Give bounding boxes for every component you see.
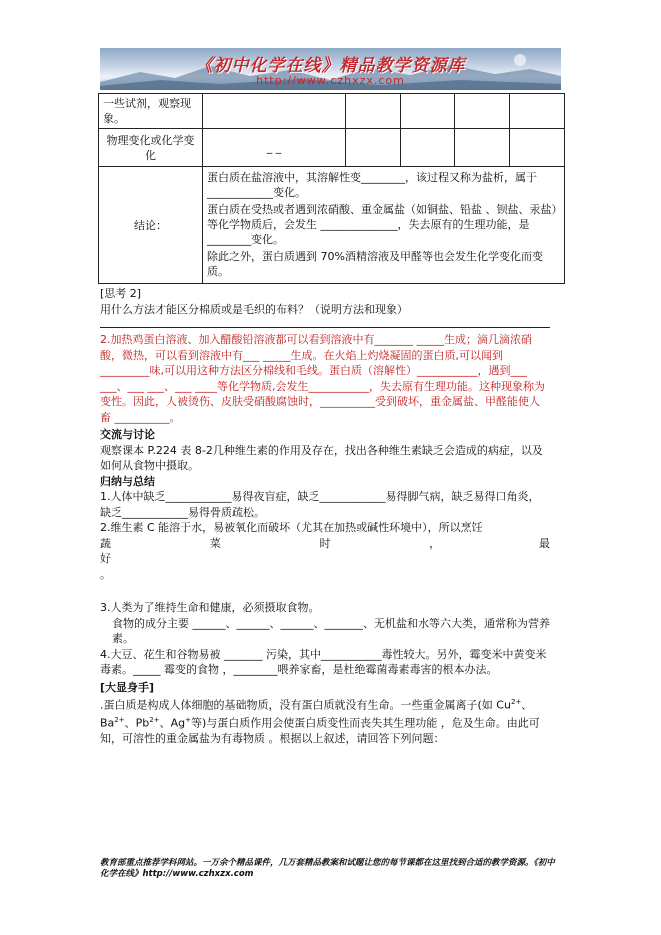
row2-label: 物理变化或化学变化 [99, 129, 203, 167]
ion-charge: 2+ [149, 716, 160, 725]
table-row [99, 167, 565, 284]
table-cell [203, 94, 346, 129]
table-cell [510, 94, 565, 129]
red-paragraph: 2.加热鸡蛋白溶液、加入醋酸铅溶液都可以看到溶液中有_______ _____生成；滴几滴浓硝酸，微热，可以看到溶液中有___ _____生成。在火焰上灼烧凝固的蛋白质,可以闻到_________味,可以用这种方法区分棉线和毛线。蛋白质（溶解性）___________，遇到___ ___、___ ___、___ ____等化学物质,会发生___________，失去原有生理功能。这种现象称为变性。因此，人被烫伤、皮肤受硝酸腐蚀时，__________受到破坏，重金属盐、甲醛能使人畜 __________。 [100, 333, 545, 424]
banner-url: http://www.czhxzx.com [256, 74, 405, 87]
answer-line [100, 327, 550, 328]
row1-label: 一些试剂，观察现象。 [99, 94, 203, 129]
discussion-heading: 交流与讨论 [100, 428, 155, 441]
table-cell [400, 129, 455, 167]
show-text: 、Pb [124, 716, 150, 730]
conclusion-line: 蛋白质在受热或者遇到浓硝酸、重金属盐（如铜盐、铅盐 、钡盐、汞盐）等化学物质后，会发生 ______________，失去原有的生理功能，是 ________变化。 [207, 203, 557, 246]
show-text: 等)与蛋白质作用会使蛋白质变性而丧失其生理功能 ，危及生命。由此可知，可溶性的重金属盐为有毒物质 。根据以上叙述，请回答下列问题： [100, 716, 540, 746]
conclusion-line: 蛋白质在盐溶液中，其溶解性变________，该过程又称为盐析，属于____________变化。 [207, 171, 537, 199]
table-cell [345, 129, 400, 167]
row3-label: 结论： [99, 167, 203, 284]
show-text: 、Ag [159, 716, 186, 730]
ion-charge: + [185, 716, 191, 725]
show-text: (如 Cu [477, 698, 511, 712]
conclusion-line: 除此之外，蛋白质遇到 70%酒精溶液及甲醛等也会发生化学变化而变质。 [207, 250, 543, 278]
page-footer: 教育部重点推荐学科网站。一万余个精品课件，几万套精品教案和试题让您的每节课都在这里找到合适的教学资源。《初中化学在线》http://www.czhxzx.com [100, 858, 555, 879]
discussion-text: 观察课本 P.224 表 8-2几种维生素的作用及存在，找出各种维生素缺乏会造成的病症，以及如何从食物中摄取。 [100, 443, 543, 472]
summary-item-1: 1.人体中缺乏____________易得夜盲症，缺乏____________易得脚气病，缺乏易得口角炎，缺乏____________易得骨质疏松。 [100, 490, 540, 519]
ion-charge: 2+ [510, 698, 522, 706]
header-banner [100, 48, 561, 90]
table-cell [510, 129, 565, 167]
think-heading: [思考 2] [100, 287, 142, 300]
summary-item-2-spaced: 蔬 菜 时 ， 最 [100, 536, 550, 550]
table-cell [455, 129, 510, 167]
worksheet-body [100, 286, 550, 747]
experiment-table [98, 93, 565, 284]
table-cell [455, 94, 510, 129]
summary-item-3: 3.人类为了维持生命和健康，必须摄取食物。 [100, 601, 320, 614]
show-text: .蛋白质是构成人体细胞的基础物质，没有蛋白质就没有生命。一些重金属离子 [100, 698, 478, 712]
show-heading: [大显身手] [100, 680, 155, 694]
table-cell [345, 94, 400, 129]
summary-heading: 归纳与总结 [100, 474, 155, 488]
banner-title: 《初中化学在线》精品教学资源库 [195, 56, 466, 76]
conclusion-cell [203, 167, 565, 284]
summary-item-4: 4.大豆、花生和谷物易被 _______ 污染，其中___________毒性较大。另外，霉变米中黄变米毒素。_____ 霉变的食物 ，________喂养家畜，是杜绝霉菌毒素毒害的根本办法。 [100, 647, 547, 676]
summary-item-2: 2.维生素 C 能溶于水，易被氧化而破坏（尤其在加热或碱性环境中），所以烹饪 [100, 521, 483, 534]
summary-item-3-sub: 食物的成分主要 ______、______、______、_______、无机盐和水等六大类，通常称为营养素。 [112, 616, 550, 645]
table-row [99, 94, 565, 129]
ion-charge: 2+ [114, 716, 125, 725]
table-row [99, 129, 565, 167]
show-text: 、Ba [100, 698, 533, 730]
table-cell [400, 94, 455, 129]
show-paragraph [100, 695, 550, 747]
summary-item-2-end: 好 [100, 552, 111, 565]
think-question: 用什么方法才能区分棉质或是毛织的布料？（说明方法和现象） [100, 302, 408, 316]
table-cell: _ _ [203, 129, 346, 167]
summary-item-2-period: 。 [100, 567, 111, 581]
